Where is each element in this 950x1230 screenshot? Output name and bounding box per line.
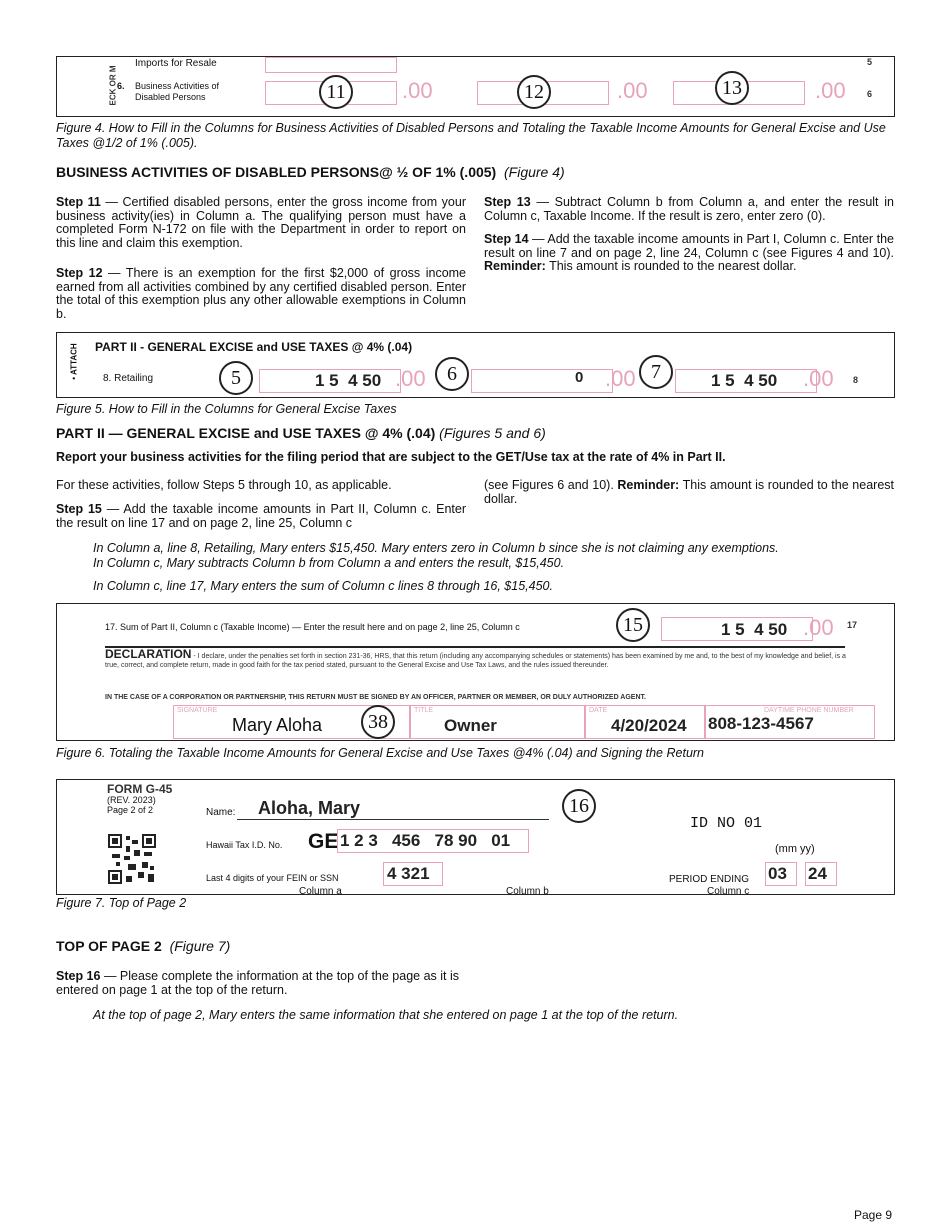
date-box — [585, 705, 705, 739]
step-15-reminder-text: This amount is rounded to the nearest dollar. — [484, 478, 894, 506]
example-3: In Column c, line 17, Mary enters the sum of Column c lines 8 through 16, $15,450. — [93, 579, 553, 593]
phone-value: 808-123-4567 — [708, 714, 814, 733]
step-11 — [56, 196, 466, 250]
part2-title: PART II - GENERAL EXCISE and USE TAXES @ 4% (.04) — [95, 340, 413, 354]
zero-c8: .00 — [803, 366, 834, 391]
fein-value: 4 321 — [387, 864, 430, 883]
figure-4-caption: Figure 4. How to Fill in the Columns for Business Activities of Disabled Persons and Totaling the Taxable Income Amounts for General Excise and Use Taxes @1/2 of 1% (.005). — [56, 121, 886, 150]
step-13-label: Step 13 — [484, 195, 531, 209]
qr-code-icon — [108, 834, 156, 884]
figure-7 — [56, 779, 895, 895]
date-label: DATE — [589, 707, 608, 714]
date-value: 4/20/2024 — [611, 716, 687, 735]
step-12-label: Step 12 — [56, 266, 103, 280]
title-value: Owner — [444, 716, 497, 735]
form-rev: (REV. 2023) — [107, 795, 156, 805]
figure-4 — [56, 56, 895, 117]
zero-b: .00 — [617, 78, 648, 103]
id-no: ID NO 01 — [690, 815, 763, 832]
corp-note: IN THE CASE OF A CORPORATION OR PARTNERSHIP, THIS RETURN MUST BE SIGNED BY AN OFFICER, PARTNER OR MEMBER, OR DULY AUTHORIZED AGENT. — [105, 694, 646, 701]
step-15-cont — [484, 479, 894, 506]
figure-6 — [56, 603, 895, 741]
line-5: 5 — [867, 57, 873, 67]
step-14-reminder: Reminder: — [484, 259, 546, 273]
figure-6-caption: Figure 6. Totaling the Taxable Income Amounts for General Excise and Use Taxes @4% (.04) and Signing the Return — [56, 746, 705, 760]
section-figref-3: (Figure 7) — [169, 938, 231, 954]
attach-side: • ATTACH — [69, 343, 79, 380]
form-page: Page 2 of 2 — [107, 805, 154, 815]
step-15-text: — Add the taxable income amounts in Part II, Column c. Enter the result on line 17 and on page 2, line 25, Column c — [56, 502, 466, 530]
name-underline — [237, 819, 549, 820]
row8-value-c: 1 5 4 50 — [711, 371, 778, 390]
step-14-label: Step 14 — [484, 232, 529, 246]
step-13-text: — Subtract Column b from Column a, and enter the result in Column c, Taxable Income. If the result is zero, enter zero (0). — [484, 195, 894, 223]
box-b-row8 — [471, 369, 613, 393]
section-title: BUSINESS ACTIVITIES OF DISABLED PERSONS@ ½ OF 1% (.005) — [56, 164, 497, 180]
page-number: Page 9 — [854, 1208, 893, 1222]
circle-38: 38 — [361, 705, 395, 739]
declaration-text: - I declare, under the penalties set forth in section 231-36, HRS, that this return (including any accompanying schedules or statements) has been examined by me and, to the best of my knowledge and belief, is a true, correct, and complete return, made in good faith for the tax period stated, pursuant to the General Excise and Use Tax Laws, and the rules issued thereunder. — [105, 653, 846, 669]
section-title-2: PART II — GENERAL EXCISE and USE TAXES @ 4% (.04) — [56, 425, 436, 441]
name-value: Aloha, Mary — [258, 798, 361, 818]
line-17-num: 17 — [847, 620, 858, 630]
title-box — [410, 705, 585, 739]
zero-17: .00 — [803, 615, 834, 640]
row8-label: 8. Retailing — [103, 373, 154, 384]
report-note: Report your business activities for the filing period that are subject to the GET/Use tax at the rate of 4% in Part II. — [56, 450, 726, 464]
step-16 — [56, 970, 466, 997]
form-title: FORM G-45 — [107, 782, 173, 796]
step-16-text: — Please complete the information at the top of the page as it is entered on page 1 at the top of the return. — [56, 969, 460, 997]
circle-7: 7 — [639, 355, 673, 389]
col-c-head: Column c — [707, 886, 750, 895]
circle-6: 6 — [435, 357, 469, 391]
declaration-title: DECLARATION — [105, 647, 192, 661]
zero-c: .00 — [815, 78, 846, 103]
title-label: TITLE — [414, 707, 434, 714]
section-heading-part2 — [56, 425, 546, 441]
signature-value: Mary Aloha — [232, 715, 323, 735]
section-title-3: TOP OF PAGE 2 — [56, 938, 162, 954]
figure-5-caption: Figure 5. How to Fill in the Columns for General Excise Taxes — [56, 402, 397, 416]
step-14-text: — Add the taxable income amounts in Part I, Column c. Enter the result on line 7 and on page 2, line 24, Column c (see Figures 4 and 10). — [484, 232, 894, 260]
line-8: 8 — [853, 375, 859, 385]
tax-id-label: Hawaii Tax I.D. No. — [206, 840, 283, 850]
step-16-label: Step 16 — [56, 969, 101, 983]
tax-id-value: 1 2 3 456 78 90 01 — [340, 831, 511, 850]
step-15-label: Step 15 — [56, 502, 102, 516]
zero-b8: .00 — [605, 366, 636, 391]
col-a-head: Column a — [299, 886, 342, 895]
row8-value-b: 0 — [575, 369, 584, 386]
row6-label-b: Disabled Persons — [135, 92, 206, 102]
phone-box — [705, 705, 875, 739]
step-12 — [56, 267, 466, 321]
step-15 — [56, 503, 466, 530]
step-11-label: Step 11 — [56, 195, 101, 209]
circle-5: 5 — [219, 361, 253, 395]
period-month: 03 — [768, 864, 787, 883]
row8-value-a: 1 5 4 50 — [315, 371, 382, 390]
figure-5 — [56, 332, 895, 398]
zero-a: .00 — [402, 78, 433, 103]
section-heading-disabled — [56, 164, 565, 180]
step-13 — [484, 196, 894, 223]
line-6: 6 — [867, 89, 873, 99]
fein-label: Last 4 digits of your FEIN or SSN — [206, 873, 339, 883]
section-figref-2: (Figures 5 and 6) — [439, 425, 546, 441]
zero-a8: .00 — [395, 366, 426, 391]
circle-16: 16 — [562, 789, 596, 823]
section-heading-top-page2 — [56, 938, 230, 954]
period-year: 24 — [808, 864, 827, 883]
follow-text: For these activities, follow Steps 5 through 10, as applicable. — [56, 478, 392, 492]
example-1: In Column a, line 8, Retailing, Mary enters $15,450. Mary enters zero in Column b since she is not claiming any exemptions. — [93, 541, 779, 555]
example-2: In Column c, Mary subtracts Column b from Column a and enters the result, $15,450. — [93, 556, 565, 570]
period-label: PERIOD ENDING — [669, 874, 750, 885]
mmyy-label: (mm yy) — [775, 843, 815, 855]
col-b-head: Column b — [506, 886, 549, 895]
example-4: At the top of page 2, Mary enters the same information that she entered on page 1 at the top of the return. — [93, 1008, 679, 1022]
row6-label-a: Business Activities of — [135, 81, 220, 91]
side-label: ECK OR M — [108, 65, 118, 106]
phone-label: DAYTIME PHONE NUMBER — [764, 707, 854, 714]
circle-11: 11 — [319, 75, 353, 109]
row6-num: 6. — [117, 81, 125, 91]
section-figref: (Figure 4) — [504, 164, 565, 180]
circle-13: 13 — [715, 71, 749, 105]
circle-15: 15 — [616, 608, 650, 642]
figure-7-caption: Figure 7. Top of Page 2 — [56, 896, 187, 910]
line-17-label: 17. Sum of Part II, Column c (Taxable Income) — Enter the result here and on page 2, line 25, Column c — [105, 622, 520, 632]
line17-value: 1 5 4 50 — [721, 620, 788, 639]
box-a-row5 — [265, 57, 397, 73]
step-11-text: — Certified disabled persons, enter the gross income from your business activity(ies) in Column a. The qualifying person must have a completed Form N-172 on file with the Department in order to report on this line and claim this exemption. — [56, 195, 466, 250]
ge-prefix: GE — [308, 830, 339, 853]
step-15-cont-text: (see Figures 6 and 10). — [484, 478, 618, 492]
declaration — [105, 647, 850, 670]
name-label: Name: — [206, 807, 236, 818]
step-14 — [484, 233, 894, 274]
signature-label: SIGNATURE — [177, 707, 218, 714]
step-15-reminder: Reminder: — [617, 478, 680, 492]
step-12-text: — There is an exemption for the first $2,000 of gross income earned from all activities combined by any certified disabled person. Enter the total of this exemption plus any other allowable exemptions in Column b. — [56, 266, 467, 321]
circle-12: 12 — [517, 75, 551, 109]
step-14-reminder-text: This amount is rounded to the nearest dollar. — [545, 259, 797, 273]
row5-label: Imports for Resale — [135, 58, 217, 69]
divider — [105, 646, 845, 648]
